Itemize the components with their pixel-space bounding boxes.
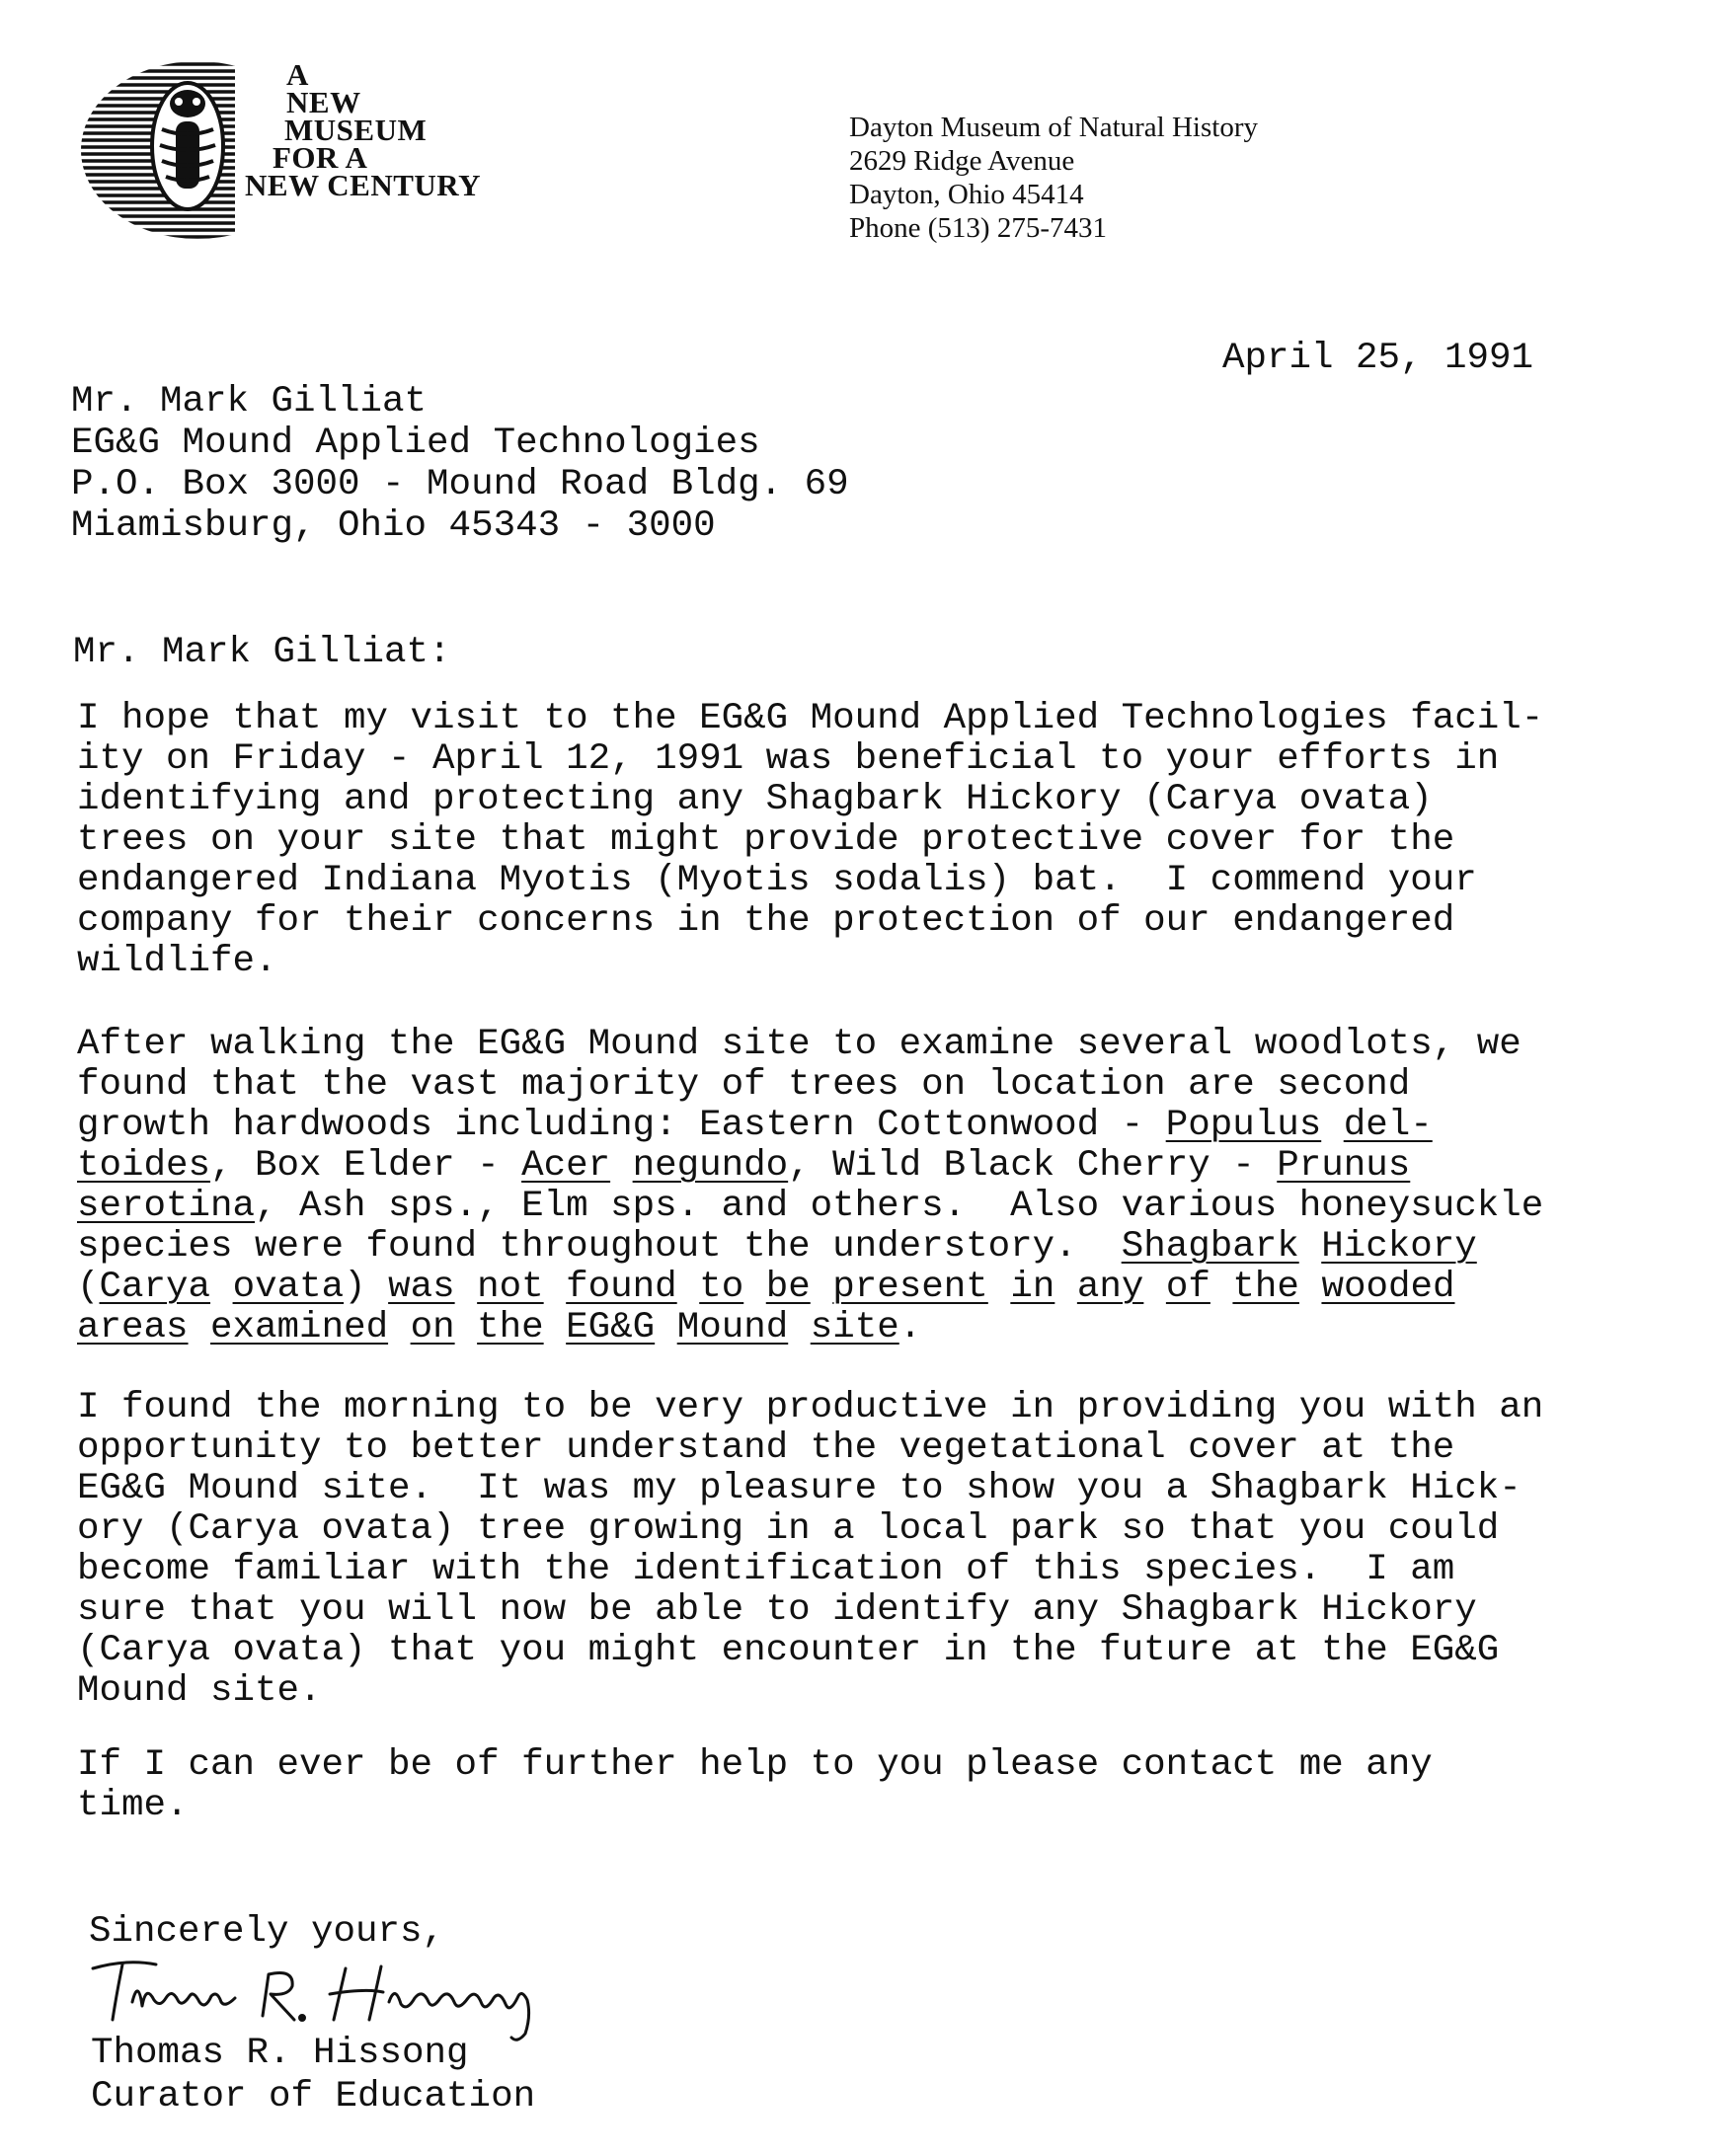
underlined-term: Hickory: [1321, 1226, 1477, 1268]
museum-phone: Phone (513) 275-7431: [849, 212, 1107, 244]
body-paragraph-4: [77, 1745, 1433, 1826]
text-segment: , Wild Black Cherry -: [788, 1145, 1278, 1187]
text-segment: , Box Elder -: [210, 1145, 522, 1187]
text-line: found that the vast majority of trees on location are second: [77, 1064, 1411, 1106]
text-segment: ): [344, 1267, 389, 1308]
text-line: ity on Friday - April 12, 1991 was beneficial to your efforts in: [77, 738, 1500, 780]
text-segment: .: [898, 1307, 922, 1348]
letter-date: April 25, 1991: [1222, 338, 1534, 379]
text-line: If I can ever be of further help to you please contact me any: [77, 1744, 1433, 1786]
text-line: [77, 1227, 1543, 1268]
text-line: opportunity to better understand the vegetational cover at the: [77, 1427, 1455, 1469]
logo-line: FOR A: [273, 140, 368, 175]
underlined-term: wooded: [1321, 1267, 1455, 1308]
underlined-term: of: [1165, 1267, 1210, 1308]
text-line: I hope that my visit to the EG&G Mound Applied Technologies facil-: [77, 698, 1544, 739]
text-line: wildlife.: [77, 941, 277, 982]
underlined-term: Populus: [1165, 1105, 1322, 1146]
text-line: time.: [77, 1785, 189, 1826]
text-segment: , Ash sps., Elm sps. and others. Also various honeysuckle: [255, 1186, 1544, 1227]
text-line: company for their concerns in the protection of our endangered: [77, 900, 1455, 942]
underlined-term: any: [1076, 1267, 1144, 1308]
underlined-term: the: [1232, 1267, 1299, 1308]
closing: Sincerely yours,: [89, 1911, 445, 1953]
text-line: [77, 1268, 1543, 1308]
text-line: endangered Indiana Myotis (Myotis sodalis) bat. I commend your: [77, 860, 1477, 901]
underlined-term: on: [410, 1307, 455, 1348]
text-line: EG&G Mound site. It was my pleasure to show you a Shagbark Hick-: [77, 1468, 1522, 1509]
logo-line: NEW CENTURY: [245, 168, 481, 202]
text-line: [77, 1308, 1543, 1348]
logo-line: A: [286, 57, 309, 92]
text-segment: (: [77, 1267, 100, 1308]
text-line: After walking the EG&G Mound site to examine several woodlots, we: [77, 1024, 1522, 1065]
signer-name: Thomas R. Hissong: [91, 2033, 469, 2074]
text-line: [77, 1146, 1543, 1187]
underlined-term: site: [810, 1307, 899, 1348]
text-segment: growth hardwoods including: Eastern Cottonwood -: [77, 1105, 1166, 1146]
logo-tagline: [245, 57, 481, 202]
recipient-company: EG&G Mound Applied Technologies: [71, 423, 760, 464]
underlined-term: EG&G: [566, 1307, 656, 1348]
text-line: become familiar with the identification of this species. I am: [77, 1549, 1455, 1590]
underlined-term: negundo: [632, 1145, 789, 1187]
text-line: [77, 1106, 1543, 1146]
text-line: sure that you will now be able to identify any Shagbark Hickory: [77, 1589, 1477, 1631]
trilobite-icon: [152, 83, 223, 209]
recipient-block: [71, 381, 849, 547]
underlined-term: Prunus: [1277, 1145, 1411, 1187]
body-paragraph-2: [77, 1025, 1543, 1348]
logo-line: NEW: [286, 85, 361, 119]
underlined-term: Acer: [521, 1145, 611, 1187]
underlined-term: ovata: [232, 1267, 345, 1308]
letterhead-address: [849, 111, 1258, 245]
body-paragraph-3: [77, 1388, 1543, 1712]
underlined-term: was: [388, 1267, 455, 1308]
museum-street: 2629 Ridge Avenue: [849, 145, 1075, 177]
recipient-city: Miamisburg, Ohio 45343 - 3000: [71, 505, 716, 547]
underlined-term: in: [1010, 1267, 1055, 1308]
underlined-term: present: [832, 1267, 988, 1308]
underlined-term: serotina: [77, 1186, 256, 1227]
recipient-name: Mr. Mark Gilliat: [71, 381, 428, 423]
underlined-term: to: [699, 1267, 744, 1308]
underlined-term: be: [765, 1267, 811, 1308]
text-line: identifying and protecting any Shagbark Hickory (Carya ovata): [77, 779, 1433, 820]
underlined-term: Carya: [99, 1267, 211, 1308]
underlined-term: examined: [210, 1307, 389, 1348]
underlined-term: Mound: [676, 1307, 789, 1348]
text-line: trees on your site that might provide protective cover for the: [77, 819, 1455, 861]
museum-city: Dayton, Ohio 45414: [849, 179, 1084, 210]
underlined-term: the: [477, 1307, 544, 1348]
text-line: ory (Carya ovata) tree growing in a local park so that you could: [77, 1508, 1500, 1550]
signer-block: [91, 2032, 535, 2118]
underlined-term: del-: [1343, 1105, 1433, 1146]
underlined-term: not: [477, 1267, 544, 1308]
underlined-term: areas: [77, 1307, 189, 1348]
underlined-term: toides: [77, 1145, 211, 1187]
salutation: Mr. Mark Gilliat:: [73, 632, 451, 673]
handwritten-signature: [87, 1955, 620, 2043]
underlined-term: found: [566, 1267, 677, 1308]
recipient-address: P.O. Box 3000 - Mound Road Bldg. 69: [71, 464, 849, 505]
signer-title: Curator of Education: [91, 2076, 536, 2118]
logo-line: MUSEUM: [284, 113, 428, 147]
text-line: I found the morning to be very productive in providing you with an: [77, 1387, 1544, 1428]
underlined-term: Shagbark: [1121, 1226, 1299, 1268]
body-paragraph-1: [77, 699, 1543, 982]
text-line: Mound site.: [77, 1670, 322, 1712]
museum-name: Dayton Museum of Natural History: [849, 112, 1258, 143]
text-line: [77, 1187, 1543, 1227]
text-line: (Carya ovata) that you might encounter in the future at the EG&G: [77, 1630, 1500, 1671]
text-segment: species were found throughout the understory.: [77, 1226, 1122, 1268]
